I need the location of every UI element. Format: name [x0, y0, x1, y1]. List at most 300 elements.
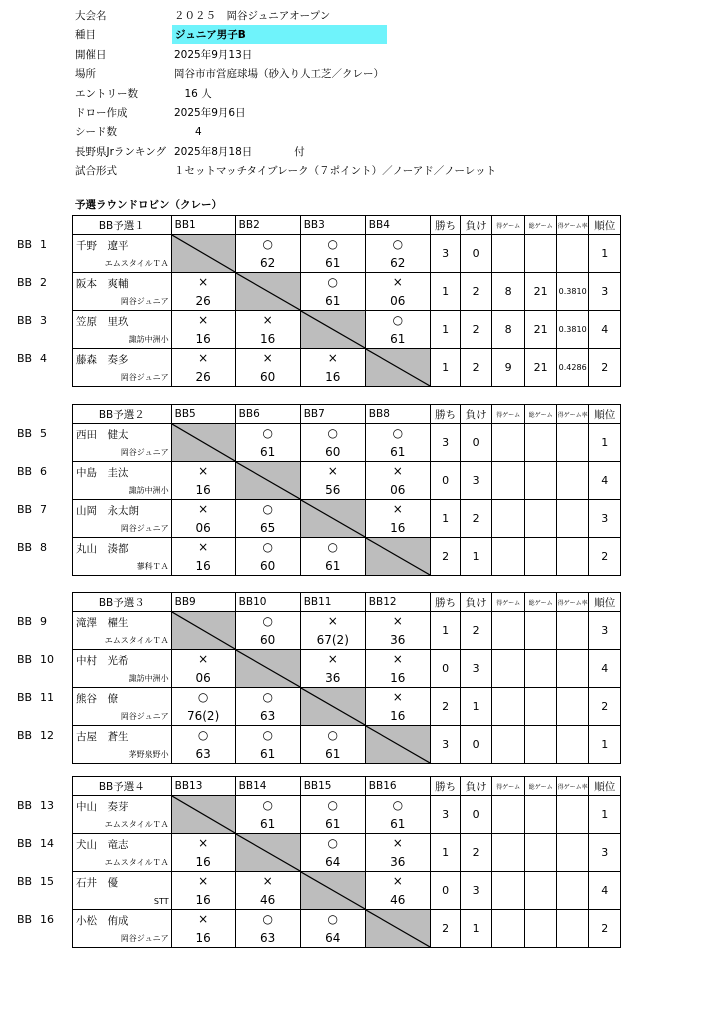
seed-number: 16: [40, 913, 54, 926]
games-won-cell: 9: [491, 349, 525, 387]
player-cell: [73, 349, 172, 387]
games-total-cell: [525, 834, 557, 872]
match-result-cell: [171, 349, 235, 387]
rank-header: 順位: [589, 593, 621, 612]
games-total-cell: [525, 796, 557, 834]
losses-cell: 1: [461, 538, 492, 576]
round-robin-table: [72, 592, 621, 764]
losses-cell: 3: [461, 650, 492, 688]
match-result-cell: [235, 872, 300, 910]
player-name: 滝澤 櫂生: [76, 617, 129, 629]
player-name: 阪本 爽輔: [76, 278, 129, 290]
seed-number: 15: [40, 875, 54, 888]
player-name: 犬山 竜志: [76, 839, 129, 851]
player-name: 笠原 里玖: [76, 316, 129, 328]
match-result-cell: [365, 650, 430, 688]
games-won-cell: [491, 424, 525, 462]
match-score: 61: [260, 747, 276, 761]
match-result-cell: [365, 500, 430, 538]
match-score: 65: [260, 521, 276, 535]
seed-number: 2: [40, 276, 47, 289]
info-value: 岡谷市市営庭球場（砂入り人工芝／クレー）: [174, 68, 384, 81]
match-result-cell: [300, 538, 365, 576]
win-mark: ○: [327, 836, 338, 850]
win-mark: ○: [262, 237, 273, 251]
seed-number: 10: [40, 653, 54, 666]
info-label: シード数: [75, 126, 117, 139]
self-match-cell: [171, 612, 235, 650]
group-title: BB予選３: [73, 593, 172, 612]
game-rate-header: 得ゲーム率: [556, 405, 589, 424]
column-header: BB15: [300, 777, 365, 796]
losses-cell: 2: [461, 834, 492, 872]
loss-mark: ×: [198, 464, 209, 478]
round-robin-table: [72, 776, 621, 948]
self-match-cell: [235, 834, 300, 872]
player-seed-label: [17, 799, 54, 812]
win-mark: ○: [392, 237, 404, 251]
loss-mark: ×: [262, 351, 273, 365]
loss-mark: ×: [392, 836, 403, 850]
losses-cell: 2: [461, 273, 492, 311]
info-label: ドロー作成: [75, 106, 128, 119]
rank-cell: 2: [589, 910, 621, 948]
match-result-cell: [171, 688, 235, 726]
losses-cell: 0: [461, 424, 492, 462]
games-won-cell: [491, 910, 525, 948]
games-won-cell: [491, 538, 525, 576]
player-cell: [73, 273, 172, 311]
player-seed-label: [17, 276, 47, 289]
info-label: エントリー数: [75, 87, 138, 100]
match-result-cell: [300, 796, 365, 834]
games-won-header: 得ゲーム: [491, 216, 525, 235]
games-won-cell: [491, 500, 525, 538]
match-result-cell: [171, 872, 235, 910]
games-total-cell: [525, 688, 557, 726]
player-seed-label: [17, 913, 54, 926]
player-seed-label: [17, 503, 47, 516]
info-label: 場所: [75, 68, 96, 81]
game-rate-cell: [556, 500, 589, 538]
player-club: STT: [153, 897, 169, 906]
seed-prefix: BB: [17, 238, 33, 251]
rank-cell: 3: [589, 612, 621, 650]
player-club: 岡谷ジュニア: [120, 712, 169, 721]
seed-number: 14: [40, 837, 54, 850]
wins-header: 勝ち: [430, 405, 461, 424]
win-mark: ○: [262, 728, 273, 742]
player-club: 岡谷ジュニア: [120, 524, 169, 533]
table-row: [73, 349, 621, 387]
wins-cell: 1: [430, 500, 461, 538]
table-row: [73, 872, 621, 910]
player-club: エムスタイルＴＡ: [104, 259, 169, 268]
table-row: [73, 796, 621, 834]
wins-cell: 1: [430, 311, 461, 349]
win-mark: ○: [327, 540, 338, 554]
match-result-cell: [171, 726, 235, 764]
player-club: 岡谷ジュニア: [120, 297, 169, 306]
match-score: 61: [390, 332, 406, 346]
game-rate-header: 得ゲーム率: [556, 216, 589, 235]
game-rate-header: 得ゲーム率: [556, 777, 589, 796]
info-value: 2025年9月6日: [174, 106, 246, 119]
match-score: 60: [260, 370, 276, 384]
match-result-cell: [365, 612, 430, 650]
seed-prefix: BB: [17, 615, 33, 628]
table-row: [73, 462, 621, 500]
games-total-cell: [525, 235, 557, 273]
losses-header: 負け: [461, 216, 492, 235]
table-row: [73, 311, 621, 349]
seed-prefix: BB: [17, 729, 33, 742]
match-result-cell: [235, 235, 300, 273]
match-score: 16: [325, 370, 341, 384]
match-result-cell: [300, 235, 365, 273]
column-header: BB16: [365, 777, 430, 796]
rank-cell: 2: [589, 688, 621, 726]
match-result-cell: [235, 349, 300, 387]
match-score: 46: [390, 893, 406, 907]
player-club: 茅野泉野小: [128, 750, 169, 759]
match-score: 16: [195, 855, 211, 869]
wins-cell: 3: [430, 424, 461, 462]
column-header: BB6: [235, 405, 300, 424]
rank-cell: 2: [589, 538, 621, 576]
player-seed-label: [17, 653, 54, 666]
match-score: 16: [195, 483, 211, 497]
match-score: 76(2): [186, 709, 220, 723]
match-result-cell: [365, 462, 430, 500]
win-mark: ○: [327, 912, 338, 926]
games-won-header: 得ゲーム: [491, 777, 525, 796]
match-result-cell: [235, 796, 300, 834]
win-mark: ○: [327, 798, 338, 812]
loss-mark: ×: [198, 912, 209, 926]
player-club: 岡谷ジュニア: [120, 934, 169, 943]
game-rate-cell: [556, 834, 589, 872]
match-result-cell: [235, 424, 300, 462]
games-won-cell: [491, 834, 525, 872]
games-won-cell: [491, 612, 525, 650]
games-total-header: 総ゲーム: [525, 405, 557, 424]
rank-cell: 1: [589, 235, 621, 273]
losses-cell: 1: [461, 910, 492, 948]
win-mark: ○: [262, 426, 273, 440]
rank-cell: 3: [589, 834, 621, 872]
player-cell: [73, 910, 172, 948]
info-label: 種目: [75, 29, 96, 42]
match-score: 06: [195, 671, 211, 685]
seed-number: 12: [40, 729, 54, 742]
loss-mark: ×: [392, 502, 403, 516]
match-score: 16: [260, 332, 276, 346]
self-match-cell: [365, 349, 430, 387]
games-won-cell: 8: [491, 311, 525, 349]
rank-cell: 1: [589, 424, 621, 462]
game-rate-header: 得ゲーム率: [556, 593, 589, 612]
match-result-cell: [171, 538, 235, 576]
match-result-cell: [171, 834, 235, 872]
wins-cell: 0: [430, 872, 461, 910]
match-score: 36: [390, 855, 406, 869]
win-mark: ○: [262, 690, 273, 704]
info-value: １セットマッチタイブレーク（７ポイント）／ノーアド／ノーレット: [174, 165, 497, 178]
rank-cell: 4: [589, 872, 621, 910]
player-seed-label: [17, 427, 47, 440]
match-score: 46: [260, 893, 276, 907]
win-mark: ○: [197, 728, 209, 742]
info-value: 4: [174, 126, 202, 139]
player-cell: [73, 311, 172, 349]
wins-cell: 0: [430, 462, 461, 500]
self-match-cell: [235, 462, 300, 500]
seed-prefix: BB: [17, 799, 33, 812]
match-result-cell: [300, 612, 365, 650]
match-result-cell: [171, 311, 235, 349]
rank-cell: 4: [589, 650, 621, 688]
round-robin-table: [72, 404, 621, 576]
match-result-cell: [365, 834, 430, 872]
loss-mark: ×: [198, 874, 209, 888]
player-cell: [73, 726, 172, 764]
table-row: [73, 235, 621, 273]
self-match-cell: [300, 688, 365, 726]
match-result-cell: [235, 311, 300, 349]
games-total-header: 総ゲーム: [525, 777, 557, 796]
player-club: エムスタイルＴＡ: [104, 858, 169, 867]
losses-cell: 0: [461, 796, 492, 834]
player-cell: [73, 688, 172, 726]
match-result-cell: [171, 500, 235, 538]
player-club: 諏訪中洲小: [128, 674, 169, 683]
match-result-cell: [235, 688, 300, 726]
player-cell: [73, 872, 172, 910]
match-result-cell: [300, 462, 365, 500]
match-score: 16: [390, 521, 406, 535]
match-score: 36: [325, 671, 341, 685]
loss-mark: ×: [198, 836, 209, 850]
seed-number: 5: [40, 427, 47, 440]
rank-header: 順位: [589, 405, 621, 424]
match-result-cell: [300, 349, 365, 387]
losses-cell: 2: [461, 311, 492, 349]
rank-cell: 2: [589, 349, 621, 387]
column-header: BB5: [171, 405, 235, 424]
seed-number: 8: [40, 541, 47, 554]
losses-cell: 2: [461, 612, 492, 650]
wins-cell: 0: [430, 650, 461, 688]
rank-cell: 1: [589, 726, 621, 764]
match-score: 16: [195, 931, 211, 945]
column-header: BB7: [300, 405, 365, 424]
seed-prefix: BB: [17, 276, 33, 289]
seed-prefix: BB: [17, 314, 33, 327]
seed-prefix: BB: [17, 503, 33, 516]
games-won-cell: [491, 726, 525, 764]
game-rate-cell: [556, 726, 589, 764]
match-result-cell: [235, 726, 300, 764]
wins-cell: 2: [430, 538, 461, 576]
games-total-cell: [525, 538, 557, 576]
seed-number: 3: [40, 314, 47, 327]
game-rate-cell: [556, 650, 589, 688]
games-total-header: 総ゲーム: [525, 593, 557, 612]
player-name: 石井 優: [76, 877, 118, 889]
match-score: 61: [260, 817, 276, 831]
games-won-cell: [491, 796, 525, 834]
match-score: 16: [195, 893, 211, 907]
event-name-highlight: ジュニア男子B: [172, 25, 387, 44]
loss-mark: ×: [198, 275, 209, 289]
player-cell: [73, 612, 172, 650]
loss-mark: ×: [327, 351, 338, 365]
section-title: 予選ラウンドロビン（クレー）: [75, 199, 222, 211]
player-cell: [73, 834, 172, 872]
group-title: BB予選２: [73, 405, 172, 424]
win-mark: ○: [327, 275, 338, 289]
match-result-cell: [235, 538, 300, 576]
games-total-cell: [525, 650, 557, 688]
wins-cell: 1: [430, 349, 461, 387]
rank-cell: 1: [589, 796, 621, 834]
seed-number: 1: [40, 238, 47, 251]
win-mark: ○: [262, 798, 273, 812]
losses-cell: 1: [461, 688, 492, 726]
loss-mark: ×: [262, 874, 273, 888]
win-mark: ○: [262, 502, 273, 516]
column-header: BB8: [365, 405, 430, 424]
player-club: 諏訪中洲小: [128, 486, 169, 495]
games-total-cell: [525, 500, 557, 538]
loss-mark: ×: [198, 652, 209, 666]
player-name: 西田 健太: [76, 429, 129, 441]
seed-prefix: BB: [17, 653, 33, 666]
seed-number: 6: [40, 465, 47, 478]
info-label: 長野県Jrランキング: [75, 145, 167, 158]
seed-prefix: BB: [17, 465, 33, 478]
match-score: 61: [325, 256, 341, 270]
games-won-cell: [491, 462, 525, 500]
match-result-cell: [171, 273, 235, 311]
column-header: BB10: [235, 593, 300, 612]
column-header: BB13: [171, 777, 235, 796]
match-result-cell: [300, 834, 365, 872]
loss-mark: ×: [392, 690, 403, 704]
player-cell: [73, 796, 172, 834]
game-rate-cell: [556, 462, 589, 500]
table-row: [73, 612, 621, 650]
player-seed-label: [17, 615, 47, 628]
match-result-cell: [365, 424, 430, 462]
games-total-cell: 21: [525, 311, 557, 349]
match-score: 64: [325, 931, 341, 945]
seed-number: 7: [40, 503, 47, 516]
wins-cell: 1: [430, 273, 461, 311]
group-title: BB予選１: [73, 216, 172, 235]
player-name: 丸山 湊都: [76, 543, 129, 555]
match-result-cell: [365, 273, 430, 311]
player-name: 中山 奏芽: [76, 801, 129, 813]
info-label: 試合形式: [75, 165, 117, 178]
self-match-cell: [171, 235, 235, 273]
player-name: 千野 遼平: [76, 240, 129, 252]
loss-mark: ×: [392, 652, 403, 666]
table-row: [73, 834, 621, 872]
game-rate-cell: 0.3810: [556, 273, 589, 311]
loss-mark: ×: [392, 464, 403, 478]
player-name: 中村 光希: [76, 655, 129, 667]
match-score: 16: [390, 671, 406, 685]
rank-cell: 3: [589, 500, 621, 538]
match-result-cell: [365, 311, 430, 349]
match-score: 62: [390, 256, 406, 270]
wins-cell: 2: [430, 910, 461, 948]
wins-header: 勝ち: [430, 777, 461, 796]
self-match-cell: [235, 273, 300, 311]
game-rate-cell: [556, 612, 589, 650]
match-score: 67(2): [316, 633, 349, 647]
loss-mark: ×: [392, 275, 403, 289]
loss-mark: ×: [327, 464, 338, 478]
loss-mark: ×: [198, 313, 209, 327]
column-header: BB4: [365, 216, 430, 235]
seed-prefix: BB: [17, 352, 33, 365]
match-score: 63: [195, 747, 211, 761]
losses-cell: 0: [461, 726, 492, 764]
player-seed-label: [17, 837, 54, 850]
match-result-cell: [365, 872, 430, 910]
games-won-header: 得ゲーム: [491, 405, 525, 424]
info-label: 開催日: [75, 48, 107, 61]
seed-prefix: BB: [17, 913, 33, 926]
self-match-cell: [300, 500, 365, 538]
match-result-cell: [235, 612, 300, 650]
match-score: 26: [195, 294, 211, 308]
win-mark: ○: [327, 426, 338, 440]
loss-mark: ×: [198, 351, 209, 365]
wins-cell: 1: [430, 834, 461, 872]
table-row: [73, 424, 621, 462]
match-score: 60: [260, 559, 276, 573]
column-header: BB11: [300, 593, 365, 612]
match-result-cell: [300, 424, 365, 462]
game-rate-cell: [556, 424, 589, 462]
column-header: BB14: [235, 777, 300, 796]
info-value: 2025年8月18日 付: [174, 145, 305, 158]
table-row: [73, 688, 621, 726]
game-rate-cell: [556, 688, 589, 726]
player-cell: [73, 424, 172, 462]
match-score: 61: [390, 445, 406, 459]
match-score: 26: [195, 370, 211, 384]
match-result-cell: [171, 462, 235, 500]
losses-header: 負け: [461, 405, 492, 424]
rank-cell: 3: [589, 273, 621, 311]
win-mark: ○: [262, 614, 273, 628]
games-won-cell: [491, 872, 525, 910]
player-cell: [73, 462, 172, 500]
match-score: 61: [325, 294, 341, 308]
self-match-cell: [365, 726, 430, 764]
round-robin-table: [72, 215, 621, 387]
match-result-cell: [300, 273, 365, 311]
self-match-cell: [235, 650, 300, 688]
games-won-cell: [491, 688, 525, 726]
match-result-cell: [171, 650, 235, 688]
self-match-cell: [300, 311, 365, 349]
